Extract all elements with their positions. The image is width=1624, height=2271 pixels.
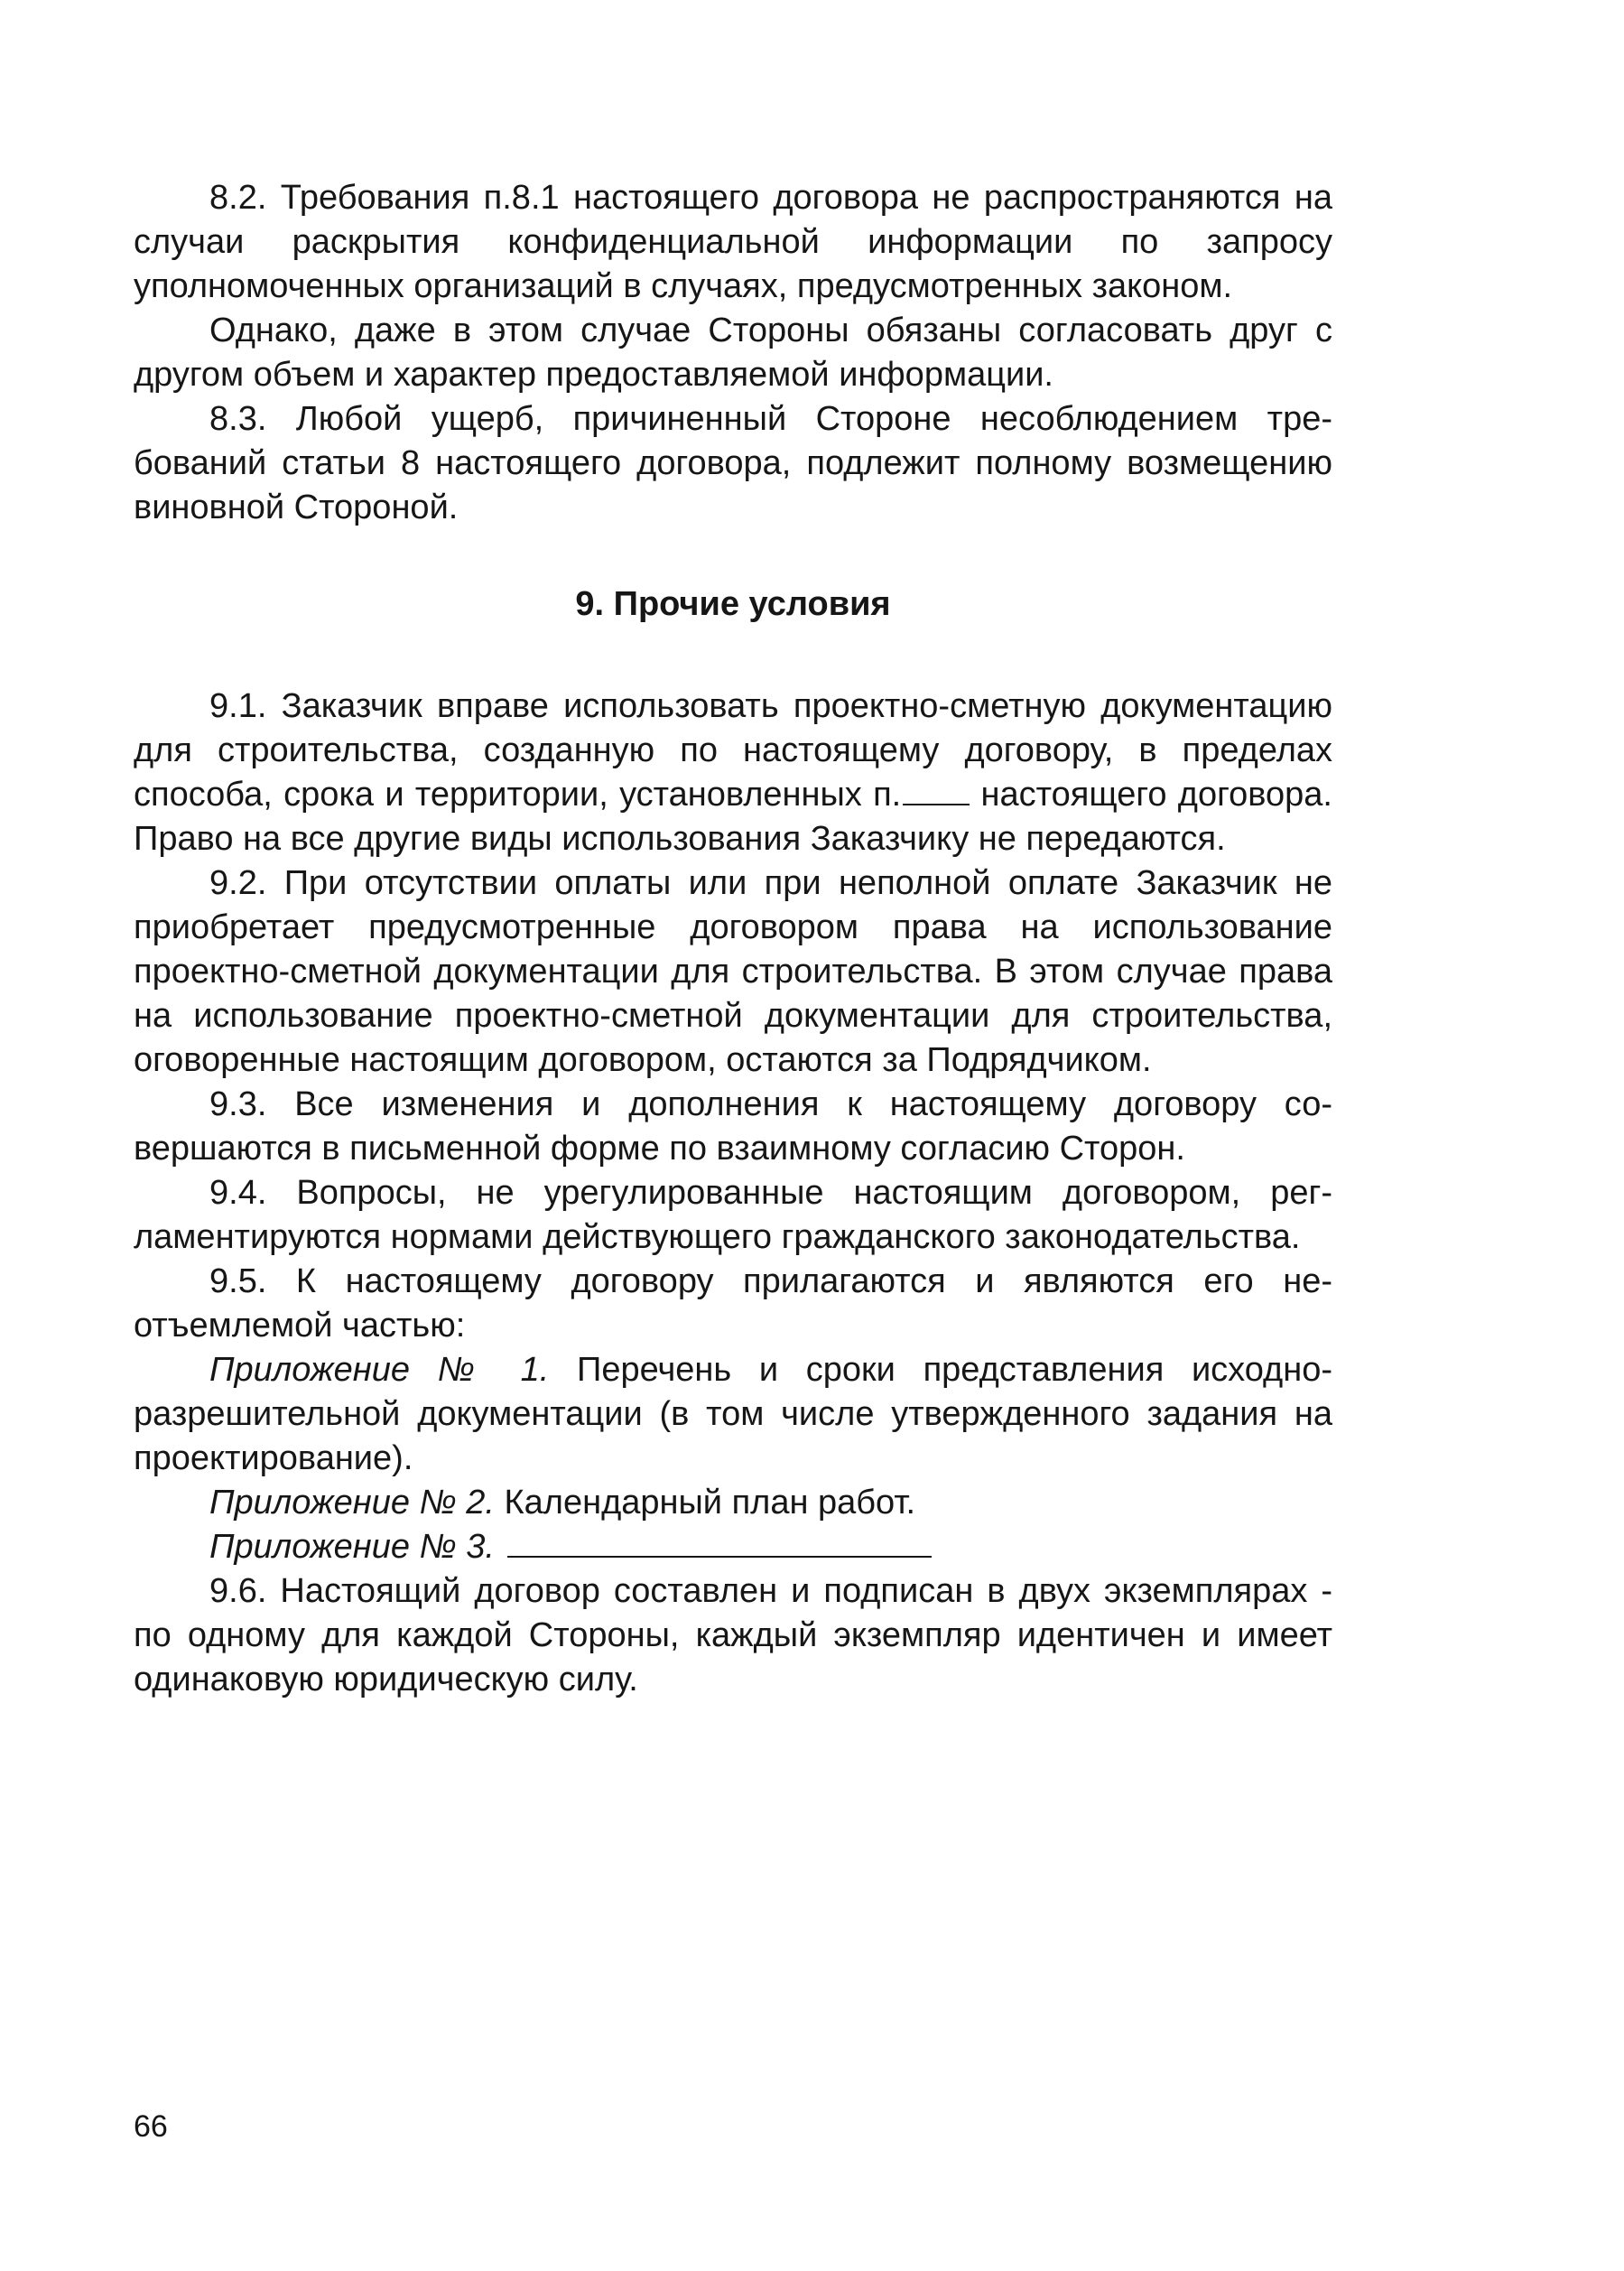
- appendix-3-label: Приложение № 3.: [209, 1528, 495, 1566]
- appendix-3-blank: [507, 1525, 932, 1558]
- paragraph-9-1-text-end: настоящего договора. Право на все другие виды использования Заказчику не передаются.: [134, 776, 1332, 858]
- paragraph-8-2-note: Однако, даже в этом случае Стороны обязаны согласовать друг с другом объем и характер предоставляемой информации.: [134, 312, 1332, 394]
- paragraph-9-3: 9.3. Все изменения и дополнения к настоящему договору совершаются в письменной форме по взаимному согласию Сторон.: [134, 1085, 1332, 1168]
- document-body: [134, 176, 1332, 1702]
- appendix-2-label: Приложение № 2.: [209, 1484, 495, 1522]
- paragraph-9-5: 9.5. К настоящему договору прилагаются и являются его неотъемлемой частью:: [134, 1262, 1332, 1345]
- appendix-3: [134, 1525, 1332, 1569]
- paragraph-9-1-text-start: 9.1. Заказчик вправе использовать проектно-сметную документацию для строительства, созданную по настоящему договору, в пределах способа, срока и территории, установленных п.: [134, 687, 1332, 814]
- appendix-1-label: Приложение № 1.: [209, 1351, 550, 1389]
- appendix-2-text: Календарный план работ.: [494, 1484, 916, 1522]
- appendix-2: [134, 1481, 1332, 1525]
- appendix-1: [134, 1348, 1332, 1481]
- paragraph-8-2: 8.2. Требования п.8.1 настоящего договора не распространяются на случаи раскрытия конфиденциальной информации по запросу уполномоченных организаций в случаях, предусмотренных законом.: [134, 179, 1332, 305]
- paragraph-9-4: 9.4. Вопросы, не урегулированные настоящим договором, регламентируются нормами действующего гражданского законодательства.: [134, 1174, 1332, 1256]
- paragraph-9-1: [134, 684, 1332, 861]
- paragraph-8-3: 8.3. Любой ущерб, причиненный Стороне несоблюдением требований статьи 8 настоящего договора, подлежит полному возмещению виновной Стороной.: [134, 400, 1332, 526]
- paragraph-9-2: 9.2. При отсутствии оплаты или при неполной оплате Заказчик не приобретает предусмотренные договором права на использование проектно-сметной документации для строительства. В этом случае права на использование проектно-сметной документации для строительства, оговоренные настоящим договором, остаются за Подрядчиком.: [134, 864, 1332, 1079]
- page-number: 66: [134, 2109, 168, 2144]
- appendix-1-text: Перечень и сроки представления исходно-разрешительной документации (в том числе утвержденного задания на проектирование).: [134, 1351, 1332, 1477]
- paragraph-9-6: 9.6. Настоящий договор составлен и подписан в двух экземплярах - по одному для каждой Стороны, каждый экземпляр идентичен и имеет одинаковую юридическую силу.: [134, 1572, 1332, 1699]
- clause-number-blank: [903, 773, 970, 805]
- section-9-title: 9. Прочие условия: [575, 585, 891, 623]
